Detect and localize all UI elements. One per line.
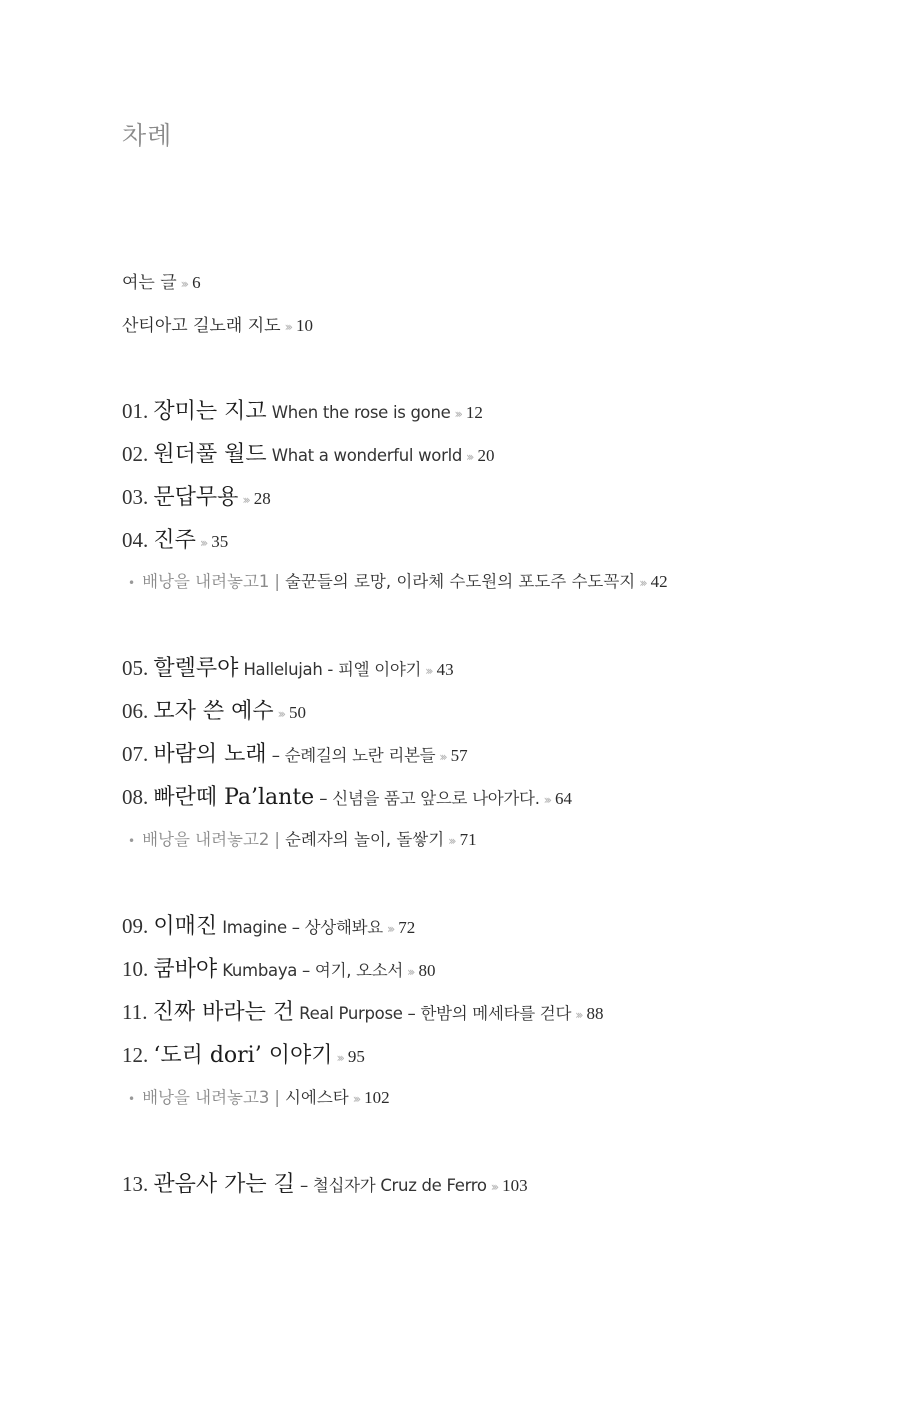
entry-title: 여는 글 xyxy=(122,273,177,293)
toc-chapter-entry[interactable] xyxy=(122,996,604,1028)
page-number: 6 xyxy=(192,273,201,292)
chapter-title: 모자 쓴 예수 xyxy=(153,699,274,724)
sidebar-title: 시에스타 xyxy=(284,1088,349,1107)
bullet-icon: • xyxy=(128,834,136,848)
entry-title: 산티아고 길노래 지도 xyxy=(122,316,281,336)
chapter-subtitle: What a wonderful world xyxy=(271,446,463,465)
chapter-number: 01. xyxy=(122,399,149,423)
chapter-title: 바람의 노래 xyxy=(153,742,267,767)
chapter-number: 07. xyxy=(122,742,149,766)
chapter-number: 11. xyxy=(122,1000,148,1024)
page-number: 10 xyxy=(296,316,314,335)
chevrons-icon: ››› xyxy=(386,922,393,936)
toc-heading: 차례 xyxy=(122,121,173,150)
toc-chapter-entry[interactable] xyxy=(122,738,468,770)
chevrons-icon: ››› xyxy=(575,1008,581,1022)
chapter-title: 이매진 xyxy=(153,914,218,939)
page-number: 102 xyxy=(364,1088,390,1107)
page-number: 88 xyxy=(586,1004,604,1023)
toc-chapter-entry[interactable] xyxy=(122,910,415,942)
page-number: 103 xyxy=(502,1176,528,1195)
page-number: 43 xyxy=(436,660,454,679)
sidebar-label: 배낭을 내려놓고2 xyxy=(142,830,270,849)
page-number: 35 xyxy=(211,532,229,551)
toc-chapter-entry[interactable] xyxy=(122,395,483,427)
chapter-title: 장미는 지고 xyxy=(153,399,267,424)
chapter-subtitle: – 신념을 품고 앞으로 나아가다. xyxy=(319,789,540,808)
toc-chapter-entry[interactable] xyxy=(122,438,494,470)
bullet-icon: • xyxy=(128,1092,136,1106)
chevrons-icon: ››› xyxy=(352,1092,359,1106)
chevrons-icon: ››› xyxy=(639,576,645,590)
chapter-title: 쿰바야 xyxy=(153,957,218,982)
chevrons-icon: ››› xyxy=(466,450,472,464)
chapter-number: 04. xyxy=(122,528,149,552)
chapter-subtitle: – 순례길의 노란 리본들 xyxy=(271,746,436,765)
chapter-number: 13. xyxy=(122,1172,149,1196)
chevrons-icon: ››› xyxy=(448,834,454,848)
chevrons-icon: ››› xyxy=(277,707,283,721)
page-number: 57 xyxy=(450,746,468,765)
chapter-title: 진주 xyxy=(153,528,196,553)
chapter-subtitle: Kumbaya – 여기, 오소서 xyxy=(222,961,404,980)
sidebar-label: 배낭을 내려놓고1 xyxy=(142,572,270,591)
chapter-number: 02. xyxy=(122,442,149,466)
chevrons-icon: ››› xyxy=(180,277,187,291)
chevrons-icon: ››› xyxy=(407,965,413,979)
toc-chapter-entry[interactable] xyxy=(122,524,228,556)
chapter-subtitle: – 철십자가 Cruz de Ferro xyxy=(299,1176,487,1195)
chevrons-icon: ››› xyxy=(454,407,460,421)
chapter-title: 빠란떼 Pa’lante xyxy=(153,785,315,810)
chapter-number: 05. xyxy=(122,656,149,680)
page-number: 72 xyxy=(398,918,416,937)
page-number: 64 xyxy=(555,789,573,808)
toc-chapter-entry[interactable] xyxy=(122,652,454,684)
page-number: 80 xyxy=(418,961,436,980)
toc-sidebar-entry[interactable] xyxy=(128,824,477,856)
chapter-number: 06. xyxy=(122,699,149,723)
chapter-title: ‘도리 dori’ 이야기 xyxy=(153,1043,333,1068)
sidebar-label: 배낭을 내려놓고3 xyxy=(142,1088,270,1107)
chapter-subtitle: When the rose is gone xyxy=(271,403,451,422)
chapter-title: 진짜 바라는 건 xyxy=(152,1000,295,1025)
chapter-number: 12. xyxy=(122,1043,149,1067)
toc-chapter-entry[interactable] xyxy=(122,695,306,727)
page-number: 50 xyxy=(289,703,306,722)
page-number: 28 xyxy=(253,489,271,508)
chapter-subtitle: Imagine – 상상해봐요 xyxy=(222,918,383,937)
page-number: 71 xyxy=(459,830,477,849)
bullet-icon: • xyxy=(128,576,136,590)
chapter-subtitle: Hallelujah - 피엘 이야기 xyxy=(243,660,422,679)
sidebar-title: 순례자의 놀이, 돌쌓기 xyxy=(284,830,445,849)
chapter-title: 문답무용 xyxy=(153,485,239,510)
separator: | xyxy=(274,572,280,591)
toc-chapter-entry[interactable] xyxy=(122,481,271,513)
page-number: 95 xyxy=(347,1047,365,1066)
chevrons-icon: ››› xyxy=(284,320,291,334)
chapter-title: 할렐루야 xyxy=(153,656,239,681)
chevrons-icon: ››› xyxy=(242,493,248,507)
page-number: 42 xyxy=(650,572,668,591)
chapter-title: 원더풀 월드 xyxy=(153,442,267,467)
toc-chapter-entry[interactable] xyxy=(122,1168,528,1200)
separator: | xyxy=(274,830,280,849)
sidebar-title: 술꾼들의 로망, 이라체 수도원의 포도주 수도꼭지 xyxy=(284,572,636,591)
chevrons-icon: ››› xyxy=(336,1051,342,1065)
toc-intro-entry[interactable] xyxy=(122,267,201,299)
chevrons-icon: ››› xyxy=(490,1180,497,1194)
chapter-number: 08. xyxy=(122,785,149,809)
toc-chapter-entry[interactable] xyxy=(122,953,435,985)
toc-chapter-entry[interactable] xyxy=(122,781,572,813)
page-number: 20 xyxy=(477,446,495,465)
chapter-subtitle: Real Purpose – 한밤의 메세타를 걷다 xyxy=(299,1004,572,1023)
chapter-title: 관음사 가는 길 xyxy=(153,1172,295,1197)
chevrons-icon: ››› xyxy=(439,750,445,764)
chevrons-icon: ››› xyxy=(199,536,206,550)
chapter-number: 09. xyxy=(122,914,149,938)
chevrons-icon: ››› xyxy=(425,664,431,678)
chapter-number: 03. xyxy=(122,485,149,509)
toc-chapter-entry[interactable] xyxy=(122,1039,365,1071)
separator: | xyxy=(274,1088,280,1107)
chapter-number: 10. xyxy=(122,957,149,981)
page-number: 12 xyxy=(465,403,483,422)
chevrons-icon: ››› xyxy=(543,793,550,807)
toc-sidebar-entry[interactable] xyxy=(128,566,668,598)
toc-intro-entry[interactable] xyxy=(122,310,313,342)
toc-sidebar-entry[interactable] xyxy=(128,1082,390,1114)
